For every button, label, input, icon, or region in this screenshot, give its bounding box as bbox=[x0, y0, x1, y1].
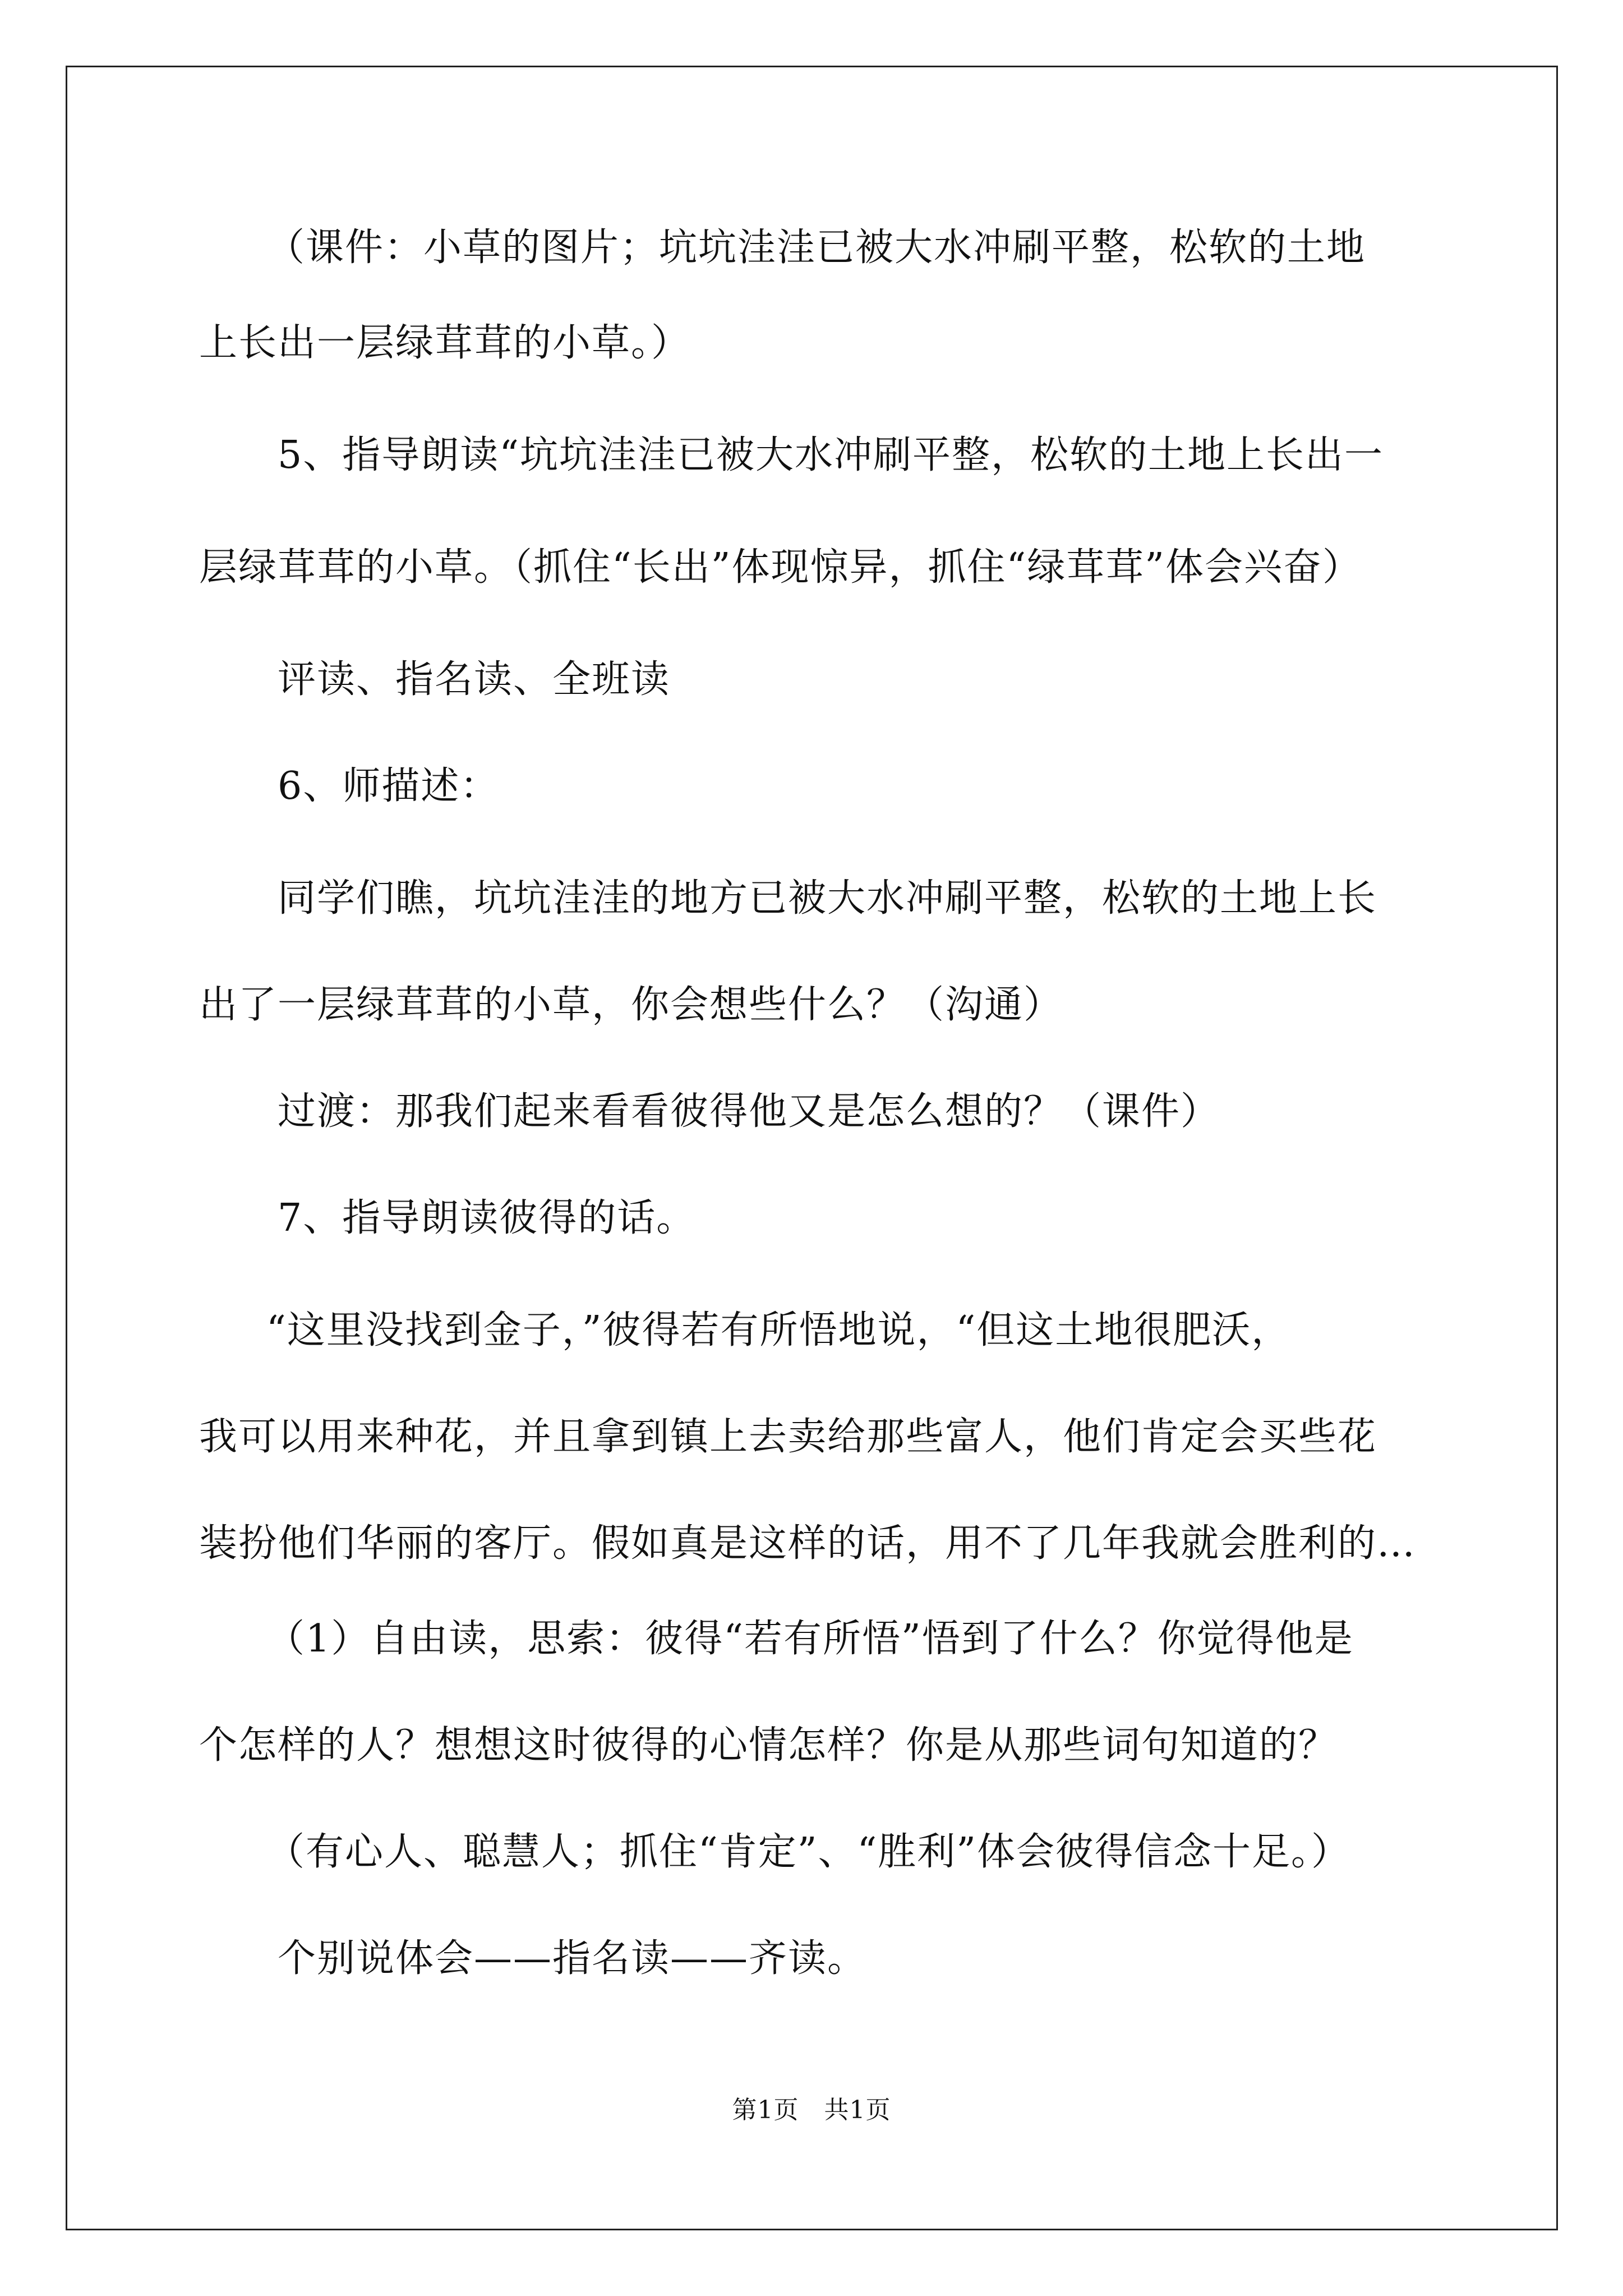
page-border bbox=[66, 66, 1558, 2230]
page-footer: 第1页 共1页 bbox=[732, 2096, 891, 2124]
text-line: 同学们瞧，坑坑洼洼的地方已被大水冲刷平整，松软的土地上长 bbox=[278, 876, 1377, 921]
text-line: 过渡：那我们起来看看彼得他又是怎么想的？（课件） bbox=[278, 1089, 1220, 1134]
text-line: 6、师描述： bbox=[278, 764, 500, 808]
text-line: 7、指导朗读彼得的话。 bbox=[278, 1196, 696, 1240]
text-line: 个别说体会——指名读——齐读。 bbox=[278, 1936, 867, 1981]
text-line: “这里没找到金子，”彼得若有所悟地说，“但这土地很肥沃， bbox=[266, 1308, 1291, 1352]
text-line: （有心人、聪慧人；抓住“肯定”、“胜利”体会彼得信念十足。） bbox=[266, 1830, 1351, 1874]
text-line: （1）自由读，思索：彼得“若有所悟”悟到了什么？你觉得他是 bbox=[266, 1617, 1354, 1661]
text-line: 出了一层绿茸茸的小草，你会想些什么？（沟通） bbox=[199, 983, 1063, 1027]
text-line: 上长出一层绿茸茸的小草。） bbox=[199, 321, 691, 365]
text-line: 层绿茸茸的小草。（抓住“长出”体现惊异，抓住“绿茸茸”体会兴奋） bbox=[199, 545, 1362, 590]
text-line: 评读、指名读、全班读 bbox=[278, 657, 671, 702]
text-line: 装扮他们华丽的客厅。假如真是这样的话，用不了几年我就会胜利的… bbox=[199, 1521, 1417, 1566]
text-line: （课件：小草的图片；坑坑洼洼已被大水冲刷平整，松软的土地 bbox=[266, 226, 1366, 270]
text-line: 5、指导朗读“坑坑洼洼已被大水冲刷平整，松软的土地上长出一 bbox=[278, 433, 1384, 477]
text-line: 我可以用来种花，并且拿到镇上去卖给那些富人，他们肯定会买些花 bbox=[199, 1415, 1377, 1459]
text-line: 个怎样的人？想想这时彼得的心情怎样？你是从那些词句知道的？ bbox=[199, 1723, 1338, 1768]
